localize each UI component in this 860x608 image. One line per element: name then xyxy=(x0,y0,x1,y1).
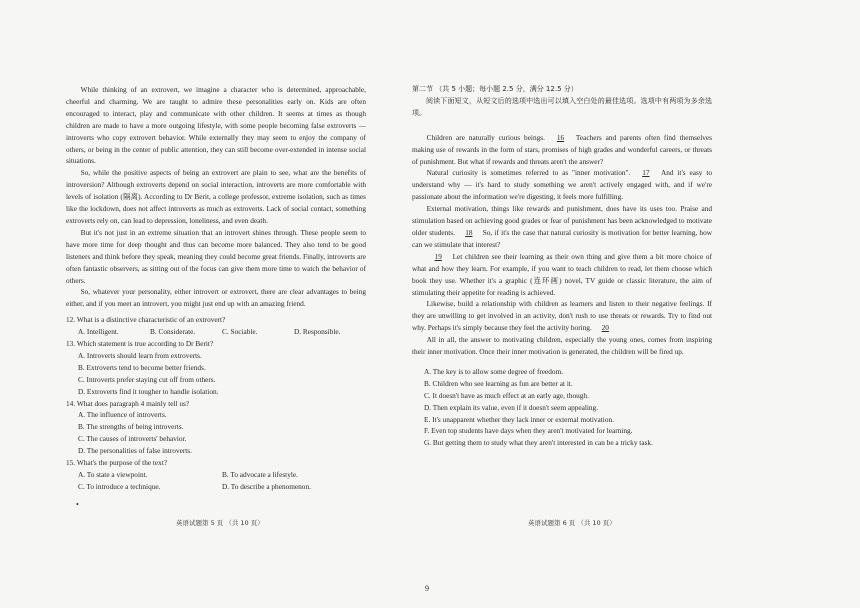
cloze-paragraph-5: Likewise, build a relationship with children as learners and listen to their negative feelings. If they are unwilling to get involved in an activity, don't rush to use threats or rewards. Try to find out why. Perhaps it's simply because they feel the activity boring. 20 xyxy=(412,299,712,333)
cloze-option-g: G. But getting them to study what they aren't interested in can be a tricky task. xyxy=(424,438,653,448)
option-12-d: D. Responsible. xyxy=(294,327,341,337)
option-13-b: B. Extroverts tend to become better friends. xyxy=(78,362,206,372)
option-15-d: D. To describe a phenomenon. xyxy=(222,481,311,491)
passage-paragraph-1: While thinking of an extrovert, we imagine a character who is determined, approachable, cheerful and charming. We are taught to admire these personalities early on. Kids are often encouraged to interact, play and communicate with other children. It seems at times as though children are made to have a more outgoing lifestyle, with some people becoming false extroverts — introverts who copy extrovert behavior. While externally they may seem to enjoy the company of others, or being in the center of public attention, they can still become over-extended in intense social situations. xyxy=(66,85,366,166)
blank-19[interactable]: 19 xyxy=(434,251,442,261)
page-footer-left: 英语试题第 5 页 （共 10 页） xyxy=(176,519,264,527)
left-column xyxy=(66,84,366,493)
blank-17[interactable]: 17 xyxy=(642,168,650,178)
cloze-option-b: B. Children who see learning as fun are better at it. xyxy=(424,378,573,388)
right-column xyxy=(412,84,712,449)
question-14: 14. What does paragraph 4 mainly tell us? xyxy=(66,398,190,408)
cloze-paragraph-4: 19 Let children see their learning as their own thing and give them a bit more choice of what and how they learn. For example, if you want to teach children to read, let them choose which book they use. Whether it's a graphic (连环画) novel, TV guide or classic literature, the aim of stimulating their appetite for reading is achieved. xyxy=(412,251,712,297)
question-12-options xyxy=(66,326,366,338)
option-13-a: A. Introverts should learn from extroverts. xyxy=(78,350,202,360)
section-title: 第二节 （共 5 小题；每小题 2.5 分，满分 12.5 分） xyxy=(412,85,578,93)
passage-paragraph-4: So, whatever your personality, either introvert or extrovert, there are clear advantages to being either, and if you meet an introvert, you might just end up with an amazing friend. xyxy=(66,287,366,309)
cloze-option-c: C. It doesn't have as much effect at an early age, though. xyxy=(424,390,589,400)
option-14-c: C. The causes of introverts' behavior. xyxy=(78,434,187,444)
passage-paragraph-2: So, while the positive aspects of being an extrovert are plain to see, what are the benefits of introversion? Although extroverts depend on social interaction, introverts are more comfortable with levels of isolation (隔离). According to Dr Berit, a college professor, extreme isolation, such as times like the lockdown, does not affect introverts as much as extroverts. Lack of social contact, something extroverts rely on, can lead to depression, loneliness, and even death. xyxy=(66,168,366,225)
cloze-option-e: E. It's unapparent whether they lack inner or external motivation. xyxy=(424,414,614,424)
option-12-b: B. Considerate. xyxy=(150,327,196,337)
question-12: 12. What is a distinctive characteristic of an extrovert? xyxy=(66,315,226,325)
option-13-c: C. Introverts prefer staying cut off from others. xyxy=(78,374,216,384)
option-14-a: A. The influence of introverts. xyxy=(78,410,167,420)
blank-20[interactable]: 20 xyxy=(601,323,609,333)
option-12-c: C. Sociable. xyxy=(222,327,258,337)
question-13: 13. Which statement is true according to Dr Berit? xyxy=(66,339,214,349)
option-12-a: A. Intelligent. xyxy=(78,327,119,337)
page-number: 9 xyxy=(425,584,429,593)
cloze-paragraph-3: External motivation, things like rewards and punishment, does have its uses too. Praise and stimulation based on achieving good grades or fear of punishment has been acknowledged to motivate older students. 18 So, if it's the case that natural curiosity is motivation for better learning, how can we stimulate that interest? xyxy=(412,204,713,249)
cloze-paragraph-2: Natural curiosity is sometimes referred to as "inner motivation". 17 And it's easy to understand why — it's hard to study something we aren't actively engaged with, and if we're passionate about the information we're digesting, it feels more fulfilling. xyxy=(412,168,712,202)
option-14-d: D. The personalities of false introverts. xyxy=(78,446,192,456)
question-15: 15. What's the purpose of the text? xyxy=(66,458,168,468)
page-footer-right: 英语试题第 6 页 （共 10 页） xyxy=(528,519,616,527)
cloze-paragraph-6: All in all, the answer to motivating children, especially the young ones, comes from inspiring their inner motivation. Once their inner motivation is generated, the children will be fired up. xyxy=(412,335,712,357)
cloze-paragraph-1: Children are naturally curious beings. 16 Teachers and parents often find themselves making use of rewards in the form of stars, promises of high grades and wonderful careers, or threats of punishment. But what if rewards and threats aren't the answer? xyxy=(412,132,712,166)
option-15-a: A. To state a viewpoint. xyxy=(78,470,148,479)
passage-paragraph-3: But it's not just in an extreme situation that an introvert shines through. These people seem to have more time for deep thought and thus can become more balanced. They also tend to be good listeners and think before they speak, meaning they could become great friends. Finally, introverts are often fantastic observers, as sitting out of the focus can give them more time to watch the behavior of others. xyxy=(66,227,366,285)
option-13-d: D. Extroverts find it tougher to handle isolation. xyxy=(78,386,219,396)
option-15-c: C. To introduce a technique. xyxy=(78,481,161,491)
question-15-options-row-1 xyxy=(66,469,366,481)
section-instructions: 阅读下面短文，从短文后的选项中选出可以填入空白处的最佳选项。选项中有两项为多余选项。 xyxy=(412,96,712,117)
stray-mark: • xyxy=(76,500,79,509)
cloze-option-f: F. Even top students have days when they aren't motivated for learning. xyxy=(424,426,633,436)
question-15-options-row-2 xyxy=(66,481,366,493)
blank-18[interactable]: 18 xyxy=(465,227,473,237)
option-15-b: B. To advocate a lifestyle. xyxy=(222,470,298,479)
option-14-b: B. The strengths of being introverts. xyxy=(78,422,184,432)
cloze-option-a: A. The key is to allow some degree of freedom. xyxy=(424,366,564,376)
cloze-option-d: D. Then explain its value, even if it doesn't seem appealing. xyxy=(424,402,599,412)
blank-16[interactable]: 16 xyxy=(556,132,565,142)
